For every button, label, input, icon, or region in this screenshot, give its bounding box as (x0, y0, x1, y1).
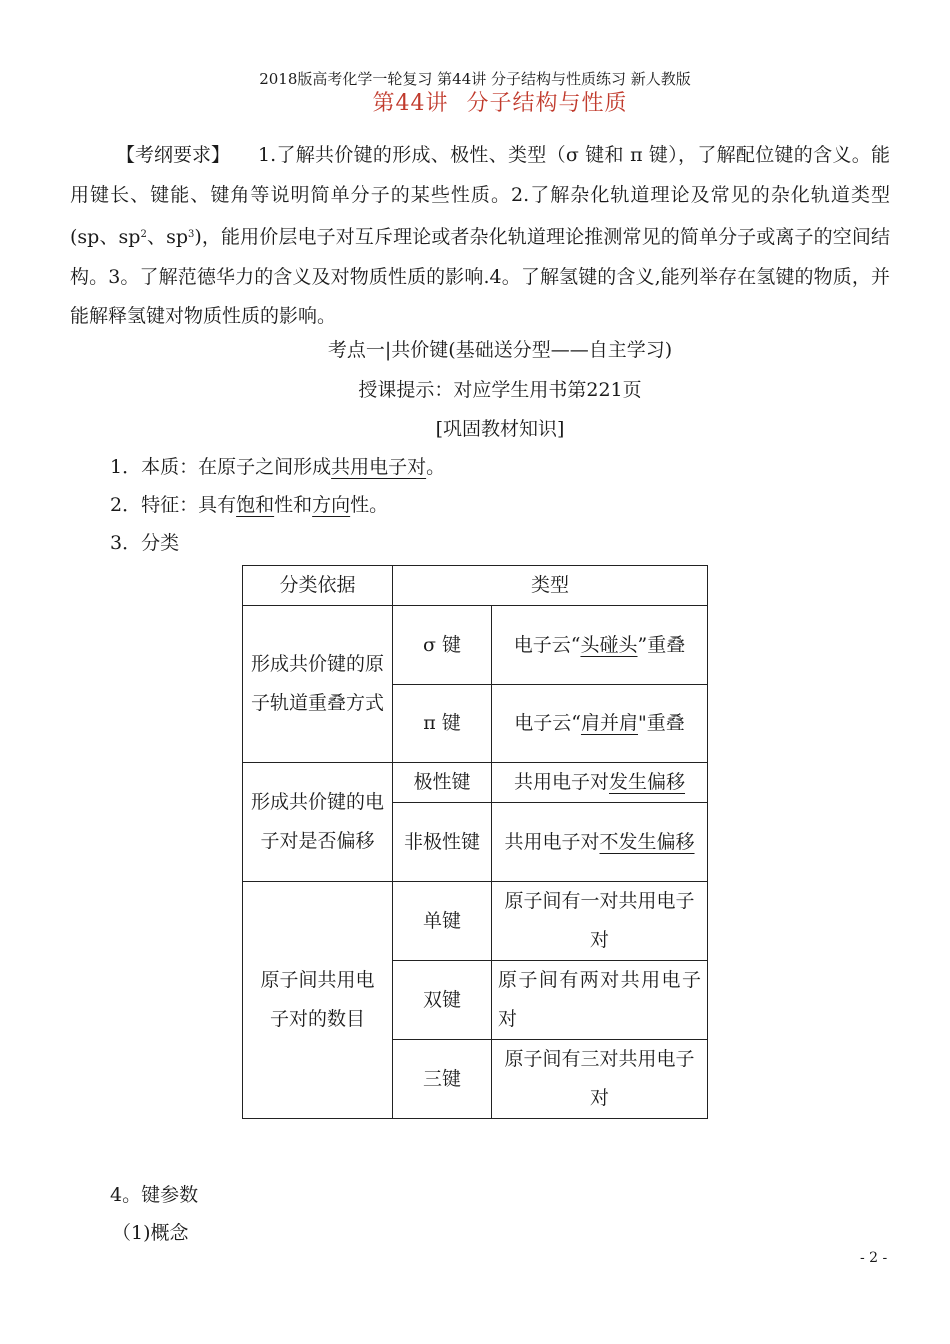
lesson-title (0, 86, 950, 117)
section-heading: 考点一|共价键(基础送分型——自主学习) (327, 339, 673, 361)
table-header: 分类依据 (243, 566, 393, 606)
superscript: 3 (188, 229, 195, 240)
requirements-label: 【考纲要求】 (116, 144, 231, 166)
blank-answer: 发生偏移 (609, 771, 686, 793)
blank-answer: 饱和 (236, 494, 275, 516)
item-text: 2．特征：具有 (110, 494, 237, 516)
table-group-label: 形成共价键的原 子轨道重叠方式 (243, 606, 393, 763)
table-row (243, 566, 708, 606)
blank-answer: 肩并肩 (580, 712, 638, 734)
lesson-number: 第44讲 (372, 91, 449, 116)
blank-answer: 不发生偏移 (599, 830, 695, 853)
blank-answer: 方向 (312, 494, 351, 516)
document-header: 2018版高考化学一轮复习 第44讲 分子结构与性质练习 新人教版 (259, 70, 691, 88)
item-text: 性和 (274, 494, 313, 516)
item-classification: 3．分类 (110, 532, 180, 554)
item-feature (110, 490, 388, 517)
table-cell (492, 763, 708, 803)
table-group-label: 原子间共用电 子对的数目 (243, 882, 393, 1119)
table-cell: 单键 (393, 882, 492, 961)
table-cell (492, 803, 708, 882)
item-bond-parameters: 4。键参数 (110, 1184, 199, 1206)
table-row (243, 882, 708, 961)
cell-text: 电子云“ (513, 633, 581, 656)
table-cell: 原子间有一对共用电子对 (492, 882, 708, 961)
page-number: - 2 - (860, 1250, 888, 1266)
blank-answer: 头碰头 (580, 633, 638, 656)
table-cell: 原子间有三对共用电子对 (492, 1040, 708, 1119)
subsection-label: [巩固教材知识] (435, 418, 565, 440)
superscript: 2 (140, 229, 147, 240)
lesson-topic: 分子结构与性质 (466, 91, 628, 116)
item-essence (110, 452, 445, 479)
table-cell: 三键 (393, 1040, 492, 1119)
item-concept: （1)概念 (112, 1222, 189, 1244)
item-text: 。 (426, 456, 446, 478)
table-cell (492, 606, 708, 685)
table-cell: 极性键 (393, 763, 492, 803)
item-text: 1．本质：在原子之间形成 (110, 456, 332, 478)
table-row (243, 763, 708, 803)
teaching-hint: 授课提示：对应学生用书第221页 (358, 379, 642, 401)
cell-text: 共用电子对 (504, 830, 600, 853)
table-row (243, 606, 708, 685)
requirements-paragraph (70, 136, 890, 337)
blank-answer: 共用电子对 (331, 456, 427, 478)
cell-text: ”重叠 (637, 633, 686, 656)
table-cell: 非极性键 (393, 803, 492, 882)
table-cell: π 键 (393, 685, 492, 763)
requirements-text: )，能用价层电子对互斥理论或者杂化轨道理论推测常见的简单分子或离子的空间结构。3。了解范德华力的含义及对物质性质的影响.4。了解氢键的含义,能列举存在氢键的物质，并能解释氢键对物质性质的影响。 (70, 226, 890, 327)
item-text: 性。 (350, 494, 389, 516)
table-cell: 原子间有两对共用电子对 (492, 961, 708, 1040)
table-cell: 双键 (393, 961, 492, 1040)
table-header: 类型 (393, 566, 708, 606)
cell-text: 电子云“ (514, 712, 581, 734)
bond-classification-table (242, 565, 708, 1119)
cell-text: 共用电子对 (513, 771, 609, 793)
table-cell: σ 键 (393, 606, 492, 685)
cell-text: "重叠 (637, 712, 685, 734)
requirements-text: 1.了解共价键的形成、极性、类型（σ 键和 π 键），了解配位键的含义。能用键长、键能、键角等说明简单分子的某些性质。2.了解杂化轨道理论及常见的杂化轨道类型(sp、sp (70, 144, 890, 248)
table-group-label: 形成共价键的电 子对是否偏移 (243, 763, 393, 882)
table-cell (492, 685, 708, 763)
requirements-text: 、sp (146, 226, 189, 248)
